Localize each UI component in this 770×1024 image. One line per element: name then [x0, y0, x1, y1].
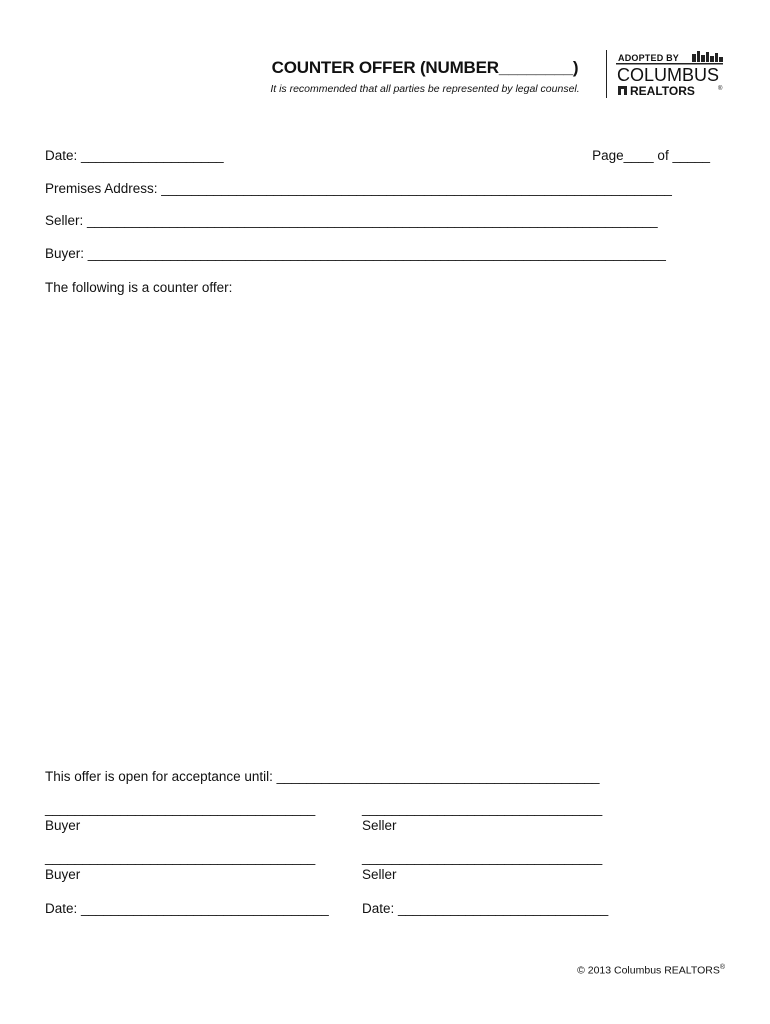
page-count-field[interactable]: Page____ of _____: [592, 148, 710, 163]
buyer-signature-line-1[interactable]: ____________________________________: [45, 801, 316, 816]
seller-label-1: Seller: [362, 818, 397, 833]
date-field[interactable]: Date: ___________________: [45, 148, 224, 163]
buyer-field[interactable]: Buyer: _____________________________________________________________________________: [45, 246, 666, 261]
house-skyline-icon: [692, 51, 723, 62]
seller-signature-line-1[interactable]: ________________________________: [362, 801, 603, 816]
logo-adopted-text: ADOPTED BY: [618, 53, 680, 63]
buyer-label-1: Buyer: [45, 818, 81, 833]
form-subtitle: It is recommended that all parties be represented by legal counsel.: [270, 83, 580, 95]
copyright-notice: [577, 964, 725, 977]
buyer-date-field[interactable]: Date: _________________________________: [45, 901, 329, 916]
acceptance-deadline-field[interactable]: This offer is open for acceptance until: ___________________________________________: [45, 769, 600, 784]
seller-date-field[interactable]: Date: ____________________________: [362, 901, 609, 916]
seller-field[interactable]: Seller: ____________________________________________________________________________: [45, 213, 658, 228]
logo-registered-mark: ®: [718, 86, 723, 92]
logo-columbus-text: COLUMBUS: [617, 65, 720, 85]
form-title: COUNTER OFFER (NUMBER________): [271, 58, 579, 77]
logo-realtors-text: REALTORS: [630, 84, 695, 98]
counter-offer-label: The following is a counter offer:: [45, 280, 233, 295]
columbus-realtors-logo: [614, 50, 726, 100]
copyright-text: © 2013 Columbus REALTORS: [577, 964, 720, 977]
seller-label-2: Seller: [362, 867, 397, 882]
buyer-label-2: Buyer: [45, 867, 81, 882]
buyer-signature-line-2[interactable]: ____________________________________: [45, 850, 316, 865]
copyright-registered-mark: ®: [719, 964, 725, 971]
header-divider: [606, 50, 607, 98]
seller-signature-line-2[interactable]: ________________________________: [362, 850, 603, 865]
premises-address-field[interactable]: Premises Address: ____________________________________________________________________: [45, 181, 672, 196]
